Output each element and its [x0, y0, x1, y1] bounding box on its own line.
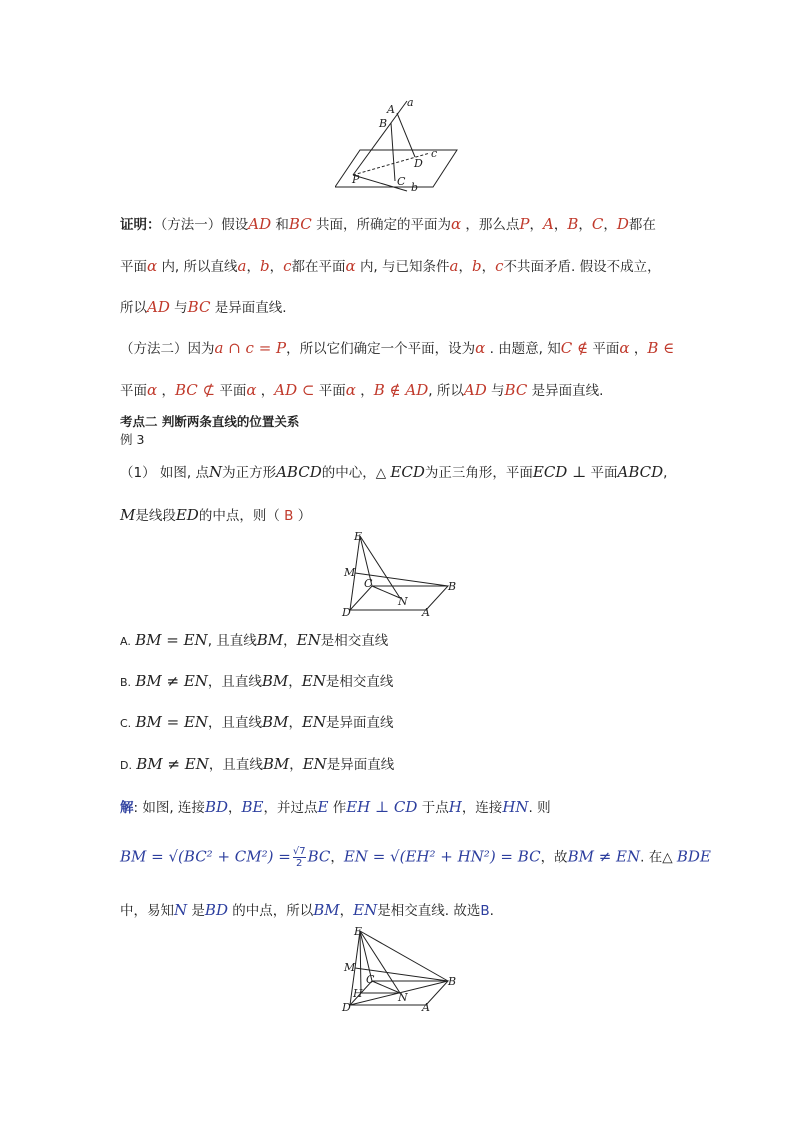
svg-text:D: D [342, 1001, 351, 1014]
svg-text:A: A [422, 1001, 430, 1014]
proof-line-1: 证明：（方法一）假设AD 和BC 共面，所确定的平面为α ，那么点P，A，B，C，D都在 [120, 215, 656, 233]
svg-text:M: M [344, 566, 356, 579]
svg-text:D: D [342, 606, 351, 619]
svg-text:E: E [354, 530, 363, 543]
label-c: c [431, 147, 438, 160]
svg-text:H: H [353, 987, 363, 1000]
figure-pyramid [338, 530, 463, 620]
svg-text:N: N [398, 595, 408, 608]
option-C[interactable]: C. BM = EN，且直线BM，EN是异面直线 [120, 713, 394, 731]
label-P: P [352, 173, 360, 186]
solution-line-1: 解: 如图, 连接BD，BE，并过点E 作EH ⊥ CD 于点H，连接HN. 则 [120, 798, 551, 816]
proof-label: 证明： [120, 217, 161, 233]
label-a: a [407, 96, 414, 109]
fraction-sqrt7-over-2: $\frac{√7}{2}$ [292, 846, 306, 869]
svg-text:B: B [448, 580, 457, 593]
proof-line-3: 所以AD 与BC 是异面直线. [120, 298, 287, 316]
option-A[interactable]: A. BM = EN, 且直线BM，EN是相交直线 [120, 631, 389, 649]
segment-BC [391, 123, 395, 181]
section-title: 考点二 判断两条直线的位置关系 [120, 414, 300, 429]
label-A: A [387, 103, 395, 116]
svg-text:C: C [366, 973, 375, 986]
method2-line-2: 平面α ，BC ⊄ 平面α ，AD ⊂ 平面α ，B ∉ AD, 所以AD 与BC 是异面直线. [120, 381, 604, 399]
question-line-1: （1） 如图, 点N为正方形ABCD的中心，△ ECD为正三角形，平面ECD ⊥ 平面ABCD, [120, 463, 668, 481]
svg-text:C: C [364, 577, 373, 590]
svg-text:B: B [448, 975, 457, 988]
question-line-2: M是线段ED的中点，则（ B ） [120, 506, 312, 524]
label-b: b [411, 181, 419, 194]
proof-line-2: 平面α 内, 所以直线a，b，c都在平面α 内, 与已知条件a，b，c不共面矛盾. 假设不成立， [120, 257, 661, 275]
label-D: D [414, 157, 423, 170]
solution-line-3: 中，易知N 是BD 的中点，所以BM，EN是相交直线. 故选B. [120, 901, 494, 919]
method2-line-1: （方法二）因为a ∩ c = P，所以它们确定一个平面，设为α . 由题意, 知C ∉ 平面α ，B ∈ [120, 339, 675, 357]
svg-text:A: A [422, 606, 430, 619]
figure-skew-lines [335, 95, 465, 195]
figure-pyramid-solution [338, 925, 463, 1015]
svg-text:E: E [354, 925, 363, 938]
option-D[interactable]: D. BM ≠ EN，且直线BM，EN是异面直线 [120, 755, 395, 773]
option-B[interactable]: B. BM ≠ EN，且直线BM，EN是相交直线 [120, 672, 394, 690]
solution-line-2: BM = √(BC² + CM²) = $\frac{√7}{2}$ BC，EN = √(EH² + HN²) = BC，故BM ≠ EN. 在△ BDE [120, 846, 711, 869]
label-C: C [397, 175, 406, 188]
solution-label: 解 [120, 800, 134, 816]
line-a [353, 101, 407, 175]
label-B: B [379, 117, 388, 130]
answer-mark: B [284, 508, 294, 524]
svg-text:M: M [344, 961, 356, 974]
example-label: 例 3 [120, 432, 145, 447]
svg-text:N: N [398, 991, 408, 1004]
